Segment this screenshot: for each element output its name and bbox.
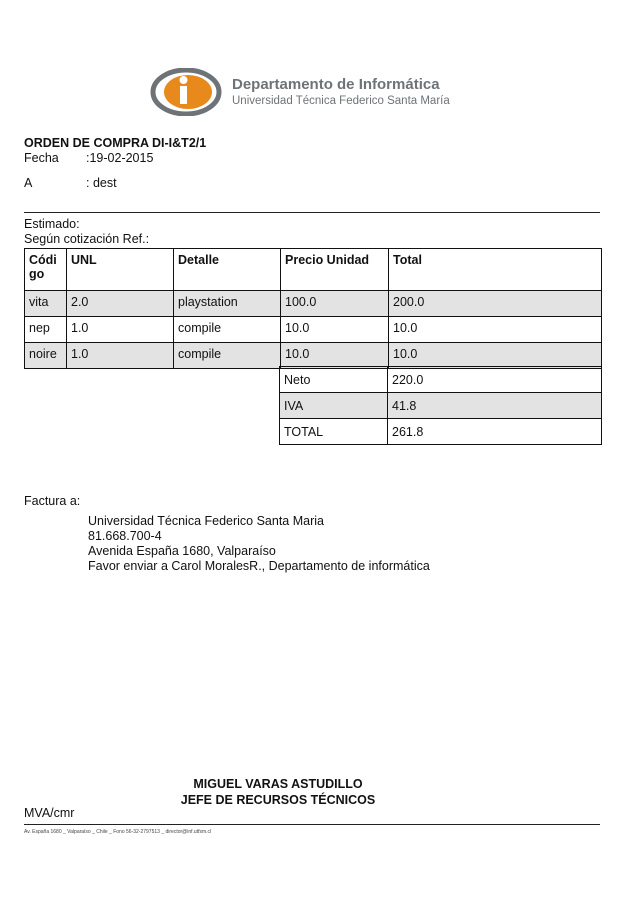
cell-total: 10.0 (389, 317, 602, 343)
order-title: ORDEN DE COMPRA DI-I&T2/1 (24, 136, 207, 150)
totals-table (279, 366, 602, 445)
cell-total: 10.0 (389, 343, 602, 369)
signer-name: MIGUEL VARAS ASTUDILLO (193, 777, 363, 791)
items-table (24, 248, 602, 369)
column-header-codigo: Códi go (25, 249, 67, 291)
cell-detalle: compile (174, 343, 281, 369)
fecha-value: :19-02-2015 (86, 151, 154, 165)
cell-precio: 10.0 (281, 317, 389, 343)
cell-codigo: noire (25, 343, 67, 369)
totals-row-neto (280, 367, 602, 393)
cell-total: 200.0 (389, 291, 602, 317)
column-header-detalle: Detalle (174, 249, 281, 291)
recipient-label: A (24, 176, 33, 190)
cell-codigo: nep (25, 317, 67, 343)
estimado-text: Estimado: (24, 217, 80, 231)
cell-detalle: playstation (174, 291, 281, 317)
factura-line-address: Avenida España 1680, Valparaíso (88, 544, 276, 558)
factura-line-note: Favor enviar a Carol MoralesR., Departamento de informática (88, 559, 430, 573)
department-logo-icon (150, 68, 222, 116)
table-header-row (25, 249, 602, 291)
totals-row-iva (280, 393, 602, 419)
table-row (25, 317, 602, 343)
cell-unl: 1.0 (67, 343, 174, 369)
cell-unl: 1.0 (67, 317, 174, 343)
footer-text: Av. España 1680 _ Valparaíso _ Chile _ Fono 56-32-2797513 _ director@inf.utfsm.cl (24, 829, 212, 835)
factura-label: Factura a: (24, 494, 81, 508)
table-row (25, 343, 602, 369)
table-row (25, 291, 602, 317)
signer-role: JEFE DE RECURSOS TÉCNICOS (180, 793, 376, 807)
neto-value: 220.0 (388, 367, 602, 393)
fecha-label: Fecha (24, 151, 59, 165)
recipient-value: : dest (86, 176, 117, 190)
neto-label: Neto (280, 367, 388, 393)
initials: MVA/cmr (24, 806, 75, 820)
cell-codigo: vita (25, 291, 67, 317)
logo-subtitle: Universidad Técnica Federico Santa María (232, 95, 450, 107)
column-header-total: Total (389, 249, 602, 291)
cell-detalle: compile (174, 317, 281, 343)
iva-label: IVA (280, 393, 388, 419)
iva-value: 41.8 (388, 393, 602, 419)
cell-precio: 10.0 (281, 343, 389, 369)
column-header-precio: Precio Unidad (281, 249, 389, 291)
factura-line-rut: 81.668.700-4 (88, 529, 162, 543)
cell-precio: 100.0 (281, 291, 389, 317)
cell-unl: 2.0 (67, 291, 174, 317)
column-header-unl: UNL (67, 249, 174, 291)
department-logo (150, 68, 480, 116)
divider-bottom (24, 824, 600, 825)
total-value: 261.8 (388, 419, 602, 445)
divider-top (24, 212, 600, 213)
cotizacion-text: Según cotización Ref.: (24, 232, 150, 246)
totals-row-total (280, 419, 602, 445)
total-label: TOTAL (280, 419, 388, 445)
factura-line-institution: Universidad Técnica Federico Santa Maria (88, 514, 324, 528)
logo-title: Departamento de Informática (232, 76, 440, 93)
